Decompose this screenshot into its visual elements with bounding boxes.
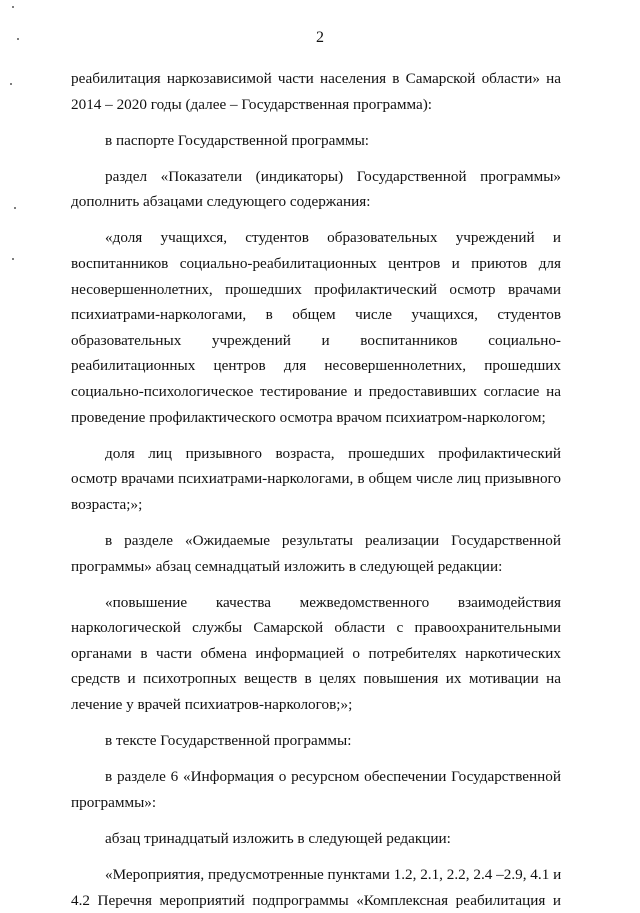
scan-speck: [14, 207, 16, 209]
text-line: несовершеннолетних, прошедших профилактический осмотр врачами: [71, 280, 561, 298]
text-line: «доля учащихся, студентов образовательных учреждений и: [105, 229, 561, 247]
text-line: дополнить абзацами следующего содержания:: [71, 193, 371, 211]
text-line: 2014 – 2020 годы (далее – Государственная программа):: [71, 95, 433, 113]
text-line: абзац тринадцатый изложить в следующей редакции:: [105, 829, 451, 847]
text-line: в паспорте Государственной программы:: [105, 131, 370, 149]
paragraph-gap: [71, 718, 561, 729]
text-line: 4.2 Перечня мероприятий подпрограммы «Комплексная реабилитация и: [71, 891, 561, 909]
text-line: наркологической службы Самарской области с правоохранительными: [71, 619, 561, 637]
scan-speck: [12, 258, 14, 260]
paragraph-gap: [71, 754, 561, 765]
text-line: возраста;»;: [71, 495, 143, 513]
text-line: органами в части обмена информацией о потребителях наркотических: [71, 644, 561, 662]
document-body: [71, 66, 561, 913]
text-line: проведение профилактического осмотра врачом психиатром-наркологом;: [71, 408, 546, 426]
text-line: социально-психологическое тестирование и предоставивших согласие на: [71, 383, 561, 401]
text-line: в тексте Государственной программы:: [105, 732, 352, 750]
paragraph-gap: [71, 117, 561, 128]
text-line: «Мероприятия, предусмотренные пунктами 1.2, 2.1, 2.2, 2.4 –2.9, 4.1 и: [105, 866, 562, 884]
text-line: средств и психотропных веществ в целях повышения их мотивации на: [71, 670, 561, 688]
scan-speck: [10, 83, 12, 85]
text-line: воспитанников социально-реабилитационных центров и приютов для: [71, 255, 561, 273]
text-line: реабилитация наркозависимой части населения в Самарской области» на: [71, 70, 561, 87]
page-number: 2: [316, 29, 324, 46]
scan-speck: [12, 6, 14, 8]
paragraph-gap: [71, 430, 561, 441]
text-line: образовательных учреждений и воспитанников социально-: [71, 331, 561, 349]
text-line: реабилитационных центров для несовершеннолетних, прошедших: [71, 357, 561, 375]
paragraph-gap: [71, 215, 561, 226]
text-line: раздел «Показатели (индикаторы) Государственной программы»: [105, 167, 561, 185]
text-line: в разделе «Ожидаемые результаты реализации Государственной: [105, 532, 561, 549]
text-line: осмотр врачами психиатрами-наркологами, в общем числе лиц призывного: [71, 470, 561, 488]
paragraph-gap: [71, 518, 561, 529]
text-line: лечение у врачей психиатров-наркологов;»;: [71, 696, 353, 714]
text-line: психиатрами-наркологами, в общем числе учащихся, студентов: [71, 306, 561, 324]
paragraph-gap: [71, 153, 561, 164]
paragraph-gap: [71, 815, 561, 826]
text-line: доля лиц призывного возраста, прошедших профилактический: [105, 444, 561, 462]
text-line: в разделе 6 «Информация о ресурсном обеспечении Государственной: [105, 768, 561, 786]
text-line: программы» абзац семнадцатый изложить в следующей редакции:: [71, 557, 503, 575]
paragraph-gap: [71, 579, 561, 590]
text-line: «повышение качества межведомственного взаимодействия: [105, 593, 561, 611]
text-line: программы»:: [71, 793, 157, 811]
paragraph-gap: [71, 852, 561, 863]
scan-speck: [17, 38, 19, 40]
